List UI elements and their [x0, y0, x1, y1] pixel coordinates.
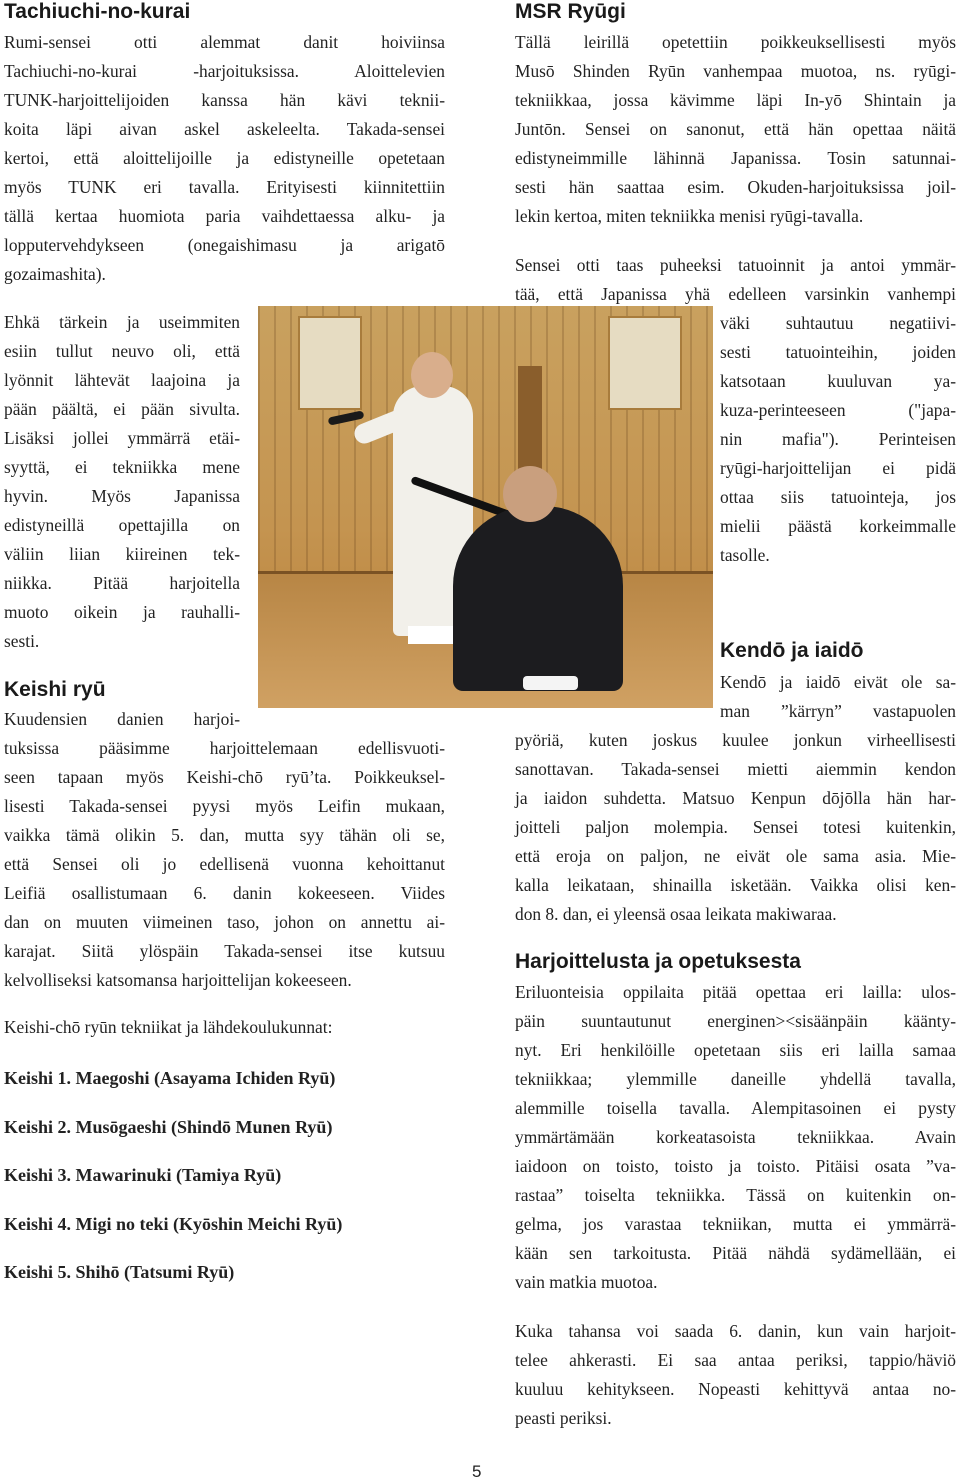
paragraph-tattoo-top [515, 251, 956, 309]
paragraph-keishi-first [4, 705, 240, 734]
text-line: sesti tatuointeihin, joiden [720, 342, 956, 362]
text-line: Juntōn. Sensei on sanonut, että hän opettaa näitä [515, 119, 956, 139]
paragraph-keishi [4, 734, 445, 995]
text-line: dan on muuten viimeinen taso, johon on annettu ai- [4, 912, 445, 932]
text-line: esiin tullut neuvo oli, että [4, 341, 240, 361]
text-line: kalla leikataan, shinailla isketään. Vaikka olisi ken- [515, 875, 956, 895]
text-line: kertoi, että aloittelijoille ja edistyneille opetetaan [4, 148, 445, 168]
text-line: ottaa siis tatuointeja, jos [720, 487, 956, 507]
text-line: karajat. Siitä ylöspäin Takada-sensei itse kutsuu [4, 941, 445, 961]
text-line: man ”kärryn” vastapuolen [720, 701, 956, 721]
text-line: tuksissa pääsimme harjoittelemaan edellisvuoti- [4, 738, 445, 758]
text-line: Eriluonteisia oppilaita pitää opettaa eri lailla: ulos- [515, 982, 956, 1002]
paragraph-harjoittelu [515, 978, 956, 1297]
heading-msr: MSR Ryūgi [515, 0, 626, 23]
text-line: niikka. Pitää harjoitella [4, 573, 240, 593]
technique-item: Keishi 4. Migi no teki (Kyōshin Meichi Ryū) [4, 1213, 343, 1234]
techniques-intro: Keishi-chō ryūn tekniikat ja lähdekoulukunnat: [4, 1017, 333, 1037]
text-line: gozaimashita). [4, 264, 106, 284]
text-line: edistyneillä opettajilla on [4, 515, 240, 535]
text-line: väki suhtautuu negatiivi- [720, 313, 956, 333]
text-line: telee ahkerasti. Ei saa antaa periksi, tappio/häviö [515, 1350, 956, 1370]
text-line: don 8. dan, ei yleensä osaa leikata makiwaraa. [515, 904, 837, 924]
text-line: TUNK-harjoittelijoiden kanssa hän kävi teknii- [4, 90, 445, 110]
heading-keishi: Keishi ryū [4, 678, 106, 701]
technique-item: Keishi 1. Maegoshi (Asayama Ichiden Ryū) [4, 1068, 336, 1088]
paragraph-tattoo [720, 309, 956, 570]
text-line: päin suuntautunut energinen><sisäänpäin käänty- [515, 1011, 956, 1031]
text-line: kään sen tarkoitusta. Pitää nähdä sydämellään, ei [515, 1243, 956, 1263]
technique-item: Keishi 2. Musōgaeshi (Shindō Munen Ryū) [4, 1116, 333, 1137]
text-line: vaikka tämä olikin 5. dan, mutta syy tähän oli se, [4, 825, 445, 845]
paragraph-kendo-top [720, 668, 956, 726]
text-line: mielii päästä korkeimmalle [720, 516, 956, 536]
text-line: edistyneimmille lähinnä Japanissa. Tosin satunnai- [515, 148, 956, 168]
text-line: Kuka tahansa voi saada 6. danin, kun vain harjoit- [515, 1321, 956, 1341]
text-line: sanottavan. Takada-sensei mietti aiemmin kendon [515, 759, 956, 779]
text-line: lopputervehdykseen (onegaishimasu ja arigatō [4, 235, 445, 255]
text-line: tasolle. [720, 545, 770, 565]
technique-item: Keishi 3. Mawarinuki (Tamiya Ryū) [4, 1165, 282, 1185]
paragraph-ehka [4, 308, 240, 656]
text-line: väliin liian kiireinen tek- [4, 544, 240, 564]
text-line: kelvolliseksi katsomansa harjoittelijan kokeeseen. [4, 970, 352, 990]
text-line: että eroja on paljon, ne eivät ole sama asia. Mie- [515, 846, 956, 866]
page-number: 5 [472, 1462, 482, 1481]
heading-tachiuchi: Tachiuchi-no-kurai [4, 0, 191, 23]
text-line: kuza-perinteeseen ("japa- [720, 400, 956, 420]
text-line: että Sensei oli jo edellisenä vuonna kehoittanut [4, 854, 445, 874]
text-line: Kendō ja iaidō eivät ole sa- [720, 672, 956, 692]
text-line: iaidoon on toisto, toisto ja toisto. Pitäisi osata ”va- [515, 1156, 956, 1176]
text-line: Kuudensien danien harjoi- [4, 709, 240, 729]
text-line: peasti periksi. [515, 1408, 612, 1428]
text-line: hyvin. Myös Japanissa [4, 486, 240, 506]
text-line: ryūgi-harjoittelijan ei pidä [720, 458, 956, 478]
text-line: rastaa” toiselta tekniikka. Tässä on kuitenkin on- [515, 1185, 956, 1205]
text-line: sesti. [4, 631, 40, 651]
text-line: kuuluu kehitykseen. Nopeasti kehittyvä antaa no- [515, 1379, 956, 1399]
text-line: Tachiuchi-no-kurai -harjoituksissa. Aloittelevien [4, 61, 445, 81]
text-line: koita läpi aivan askel askeleelta. Takada-sensei [4, 119, 445, 139]
text-line: sesti hän saattaa esim. Okuden-harjoituksissa joil- [515, 177, 956, 197]
paragraph-tachiuchi [4, 28, 445, 289]
text-line: ymmärtämään korkeatasoista tekniikkaa. Avain [515, 1127, 956, 1147]
text-line: seen tapaan myös Keishi-chō ryū’ta. Poikkeuksel- [4, 767, 445, 787]
text-line: tällä kertaa huomiota paria vaihdettaessa alku- ja [4, 206, 445, 226]
text-line: Rumi-sensei otti alemmat danit hoiviinsa [4, 32, 445, 52]
text-line: nyt. Eri henkilöille opetetaan siis eri lailla samaa [515, 1040, 956, 1060]
text-line: pyöriä, kuten joskus kuulee jonkun virheellisesti [515, 730, 956, 750]
text-line: muoto oikein ja rauhalli- [4, 602, 240, 622]
text-line: tekniikkaa, jossa kävimme läpi In-yō Shintain ja [515, 90, 956, 110]
text-line: Ehkä tärkein ja useimmiten [4, 312, 240, 332]
text-line: Musō Shinden Ryūn vanhempaa muotoa, ns. ryūgi- [515, 61, 956, 81]
text-line: Sensei otti taas puheeksi tatuoinnit ja antoi ymmär- [515, 255, 956, 275]
technique-item: Keishi 5. Shihō (Tatsumi Ryū) [4, 1262, 235, 1282]
text-line: vain matkia muotoa. [515, 1272, 658, 1292]
paragraph-kendo [515, 726, 956, 929]
text-line: tekniikkaa; ylemmille daneille yhdellä tavalla, [515, 1069, 956, 1089]
text-line: tää, että Japanissa yhä edelleen varsinkin vanhempi [515, 284, 956, 304]
heading-harjoittelu: Harjoittelusta ja opetuksesta [515, 950, 801, 973]
text-line: syyttä, ei tekniikka mene [4, 457, 240, 477]
text-line: Leifiä osallistumaan 6. danin kokeeseen. Viides [4, 883, 445, 903]
text-line: lisesti Takada-sensei pyysi myös Leifin mukaan, [4, 796, 445, 816]
text-line: lekin kertoa, miten tekniikka menisi ryūgi-tavalla. [515, 206, 864, 226]
text-line: Tällä leirillä opetettiin poikkeuksellisesti myös [515, 32, 956, 52]
text-line: ja iaidon suhdetta. Matsuo Kenpun dōjōlla hän har- [515, 788, 956, 808]
heading-kendo: Kendō ja iaidō [720, 639, 864, 662]
dojo-photo [258, 306, 713, 708]
text-line: lyönnit lähtevät laajoina ja [4, 370, 240, 390]
text-line: katsotaan kuuluvan ya- [720, 371, 956, 391]
text-line: gelma, jos varastaa tekniikan, mutta ei ymmärrä- [515, 1214, 956, 1234]
text-line: myös TUNK eri tavalla. Erityisesti kiinnitettiin [4, 177, 445, 197]
kneeling-figure [453, 506, 623, 691]
text-line: joitteli paljon molempia. Sensei totesi kuitenkin, [515, 817, 956, 837]
text-line: nin mafia"). Perinteisen [720, 429, 956, 449]
paragraph-harjoittelu-2 [515, 1317, 956, 1433]
text-line: alemmille toisella tavalla. Alempitasoinen ei pysty [515, 1098, 956, 1118]
text-line: Lisäksi jollei ymmärrä etäi- [4, 428, 240, 448]
paragraph-msr [515, 28, 956, 231]
text-line: pään päältä, ei pään sivulta. [4, 399, 240, 419]
